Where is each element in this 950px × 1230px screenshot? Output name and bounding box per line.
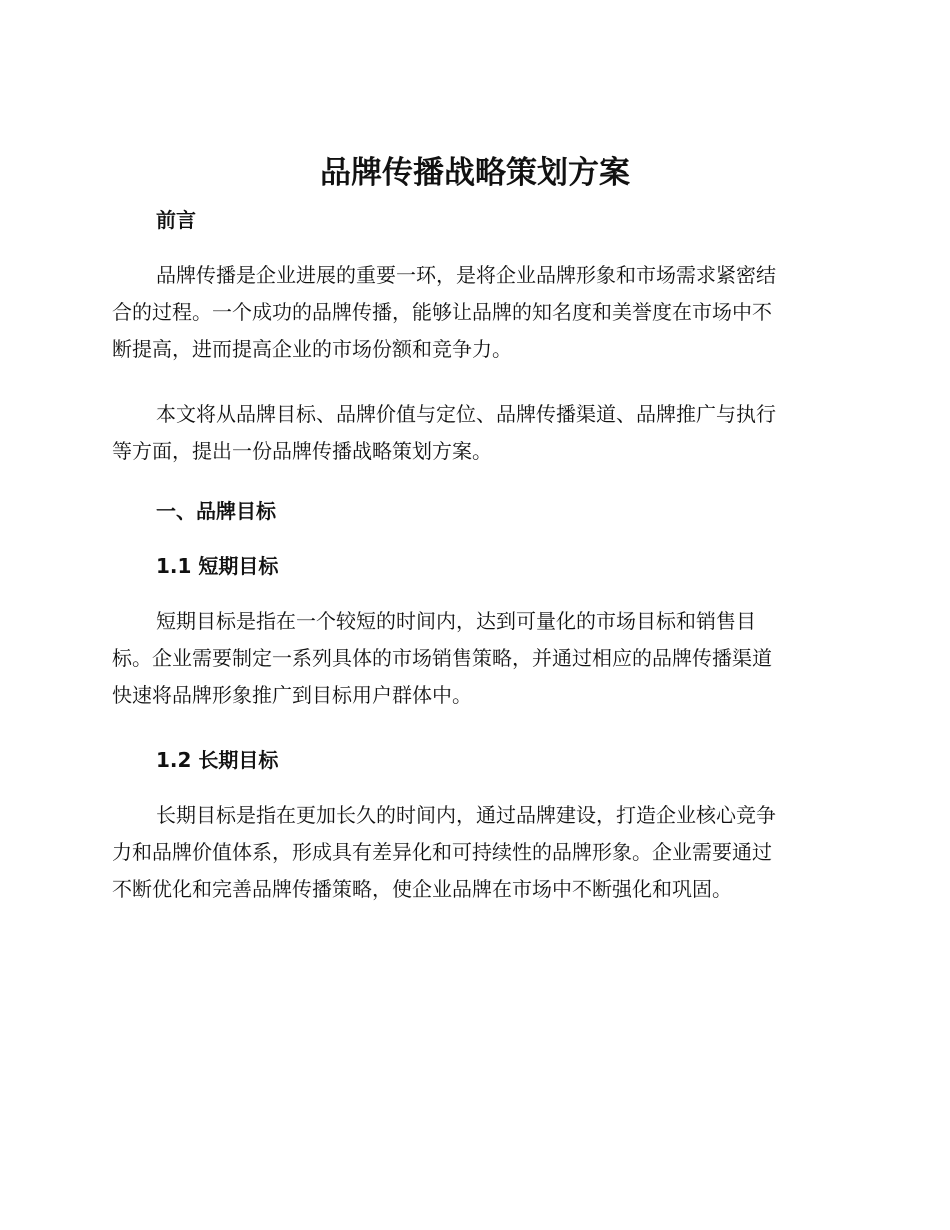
paragraph-line: 断提高，进而提高企业的市场份额和竞争力。 <box>112 337 512 361</box>
subsection-1-1-heading: 1.1 短期目标 <box>156 554 279 578</box>
preface-heading: 前言 <box>156 208 196 232</box>
section-1-heading: 一、品牌目标 <box>156 499 276 523</box>
preface-paragraph-1 <box>112 257 832 368</box>
paragraph-line: 快速将品牌形象推广到目标用户群体中。 <box>112 683 472 707</box>
paragraph-line: 标。企业需要制定一系列具体的市场销售策略，并通过相应的品牌传播渠道 <box>112 646 772 670</box>
subsection-1-1-paragraph <box>112 603 832 714</box>
paragraph-line: 力和品牌价值体系，形成具有差异化和可持续性的品牌形象。企业需要通过 <box>112 840 772 864</box>
paragraph-line: 不断优化和完善品牌传播策略，使企业品牌在市场中不断强化和巩固。 <box>112 877 732 901</box>
paragraph-line: 短期目标是指在一个较短的时间内，达到可量化的市场目标和销售目 <box>156 609 756 633</box>
paragraph-line: 本文将从品牌目标、品牌价值与定位、品牌传播渠道、品牌推广与执行 <box>156 402 776 426</box>
subsection-1-2-heading: 1.2 长期目标 <box>156 748 279 772</box>
paragraph-line: 品牌传播是企业进展的重要一环，是将企业品牌形象和市场需求紧密结 <box>156 263 776 287</box>
paragraph-line: 合的过程。一个成功的品牌传播，能够让品牌的知名度和美誉度在市场中不 <box>112 300 772 324</box>
paragraph-line: 长期目标是指在更加长久的时间内，通过品牌建设，打造企业核心竞争 <box>156 803 776 827</box>
document-title: 品牌传播战略策划方案 <box>320 155 630 191</box>
subsection-1-2-paragraph <box>112 797 832 908</box>
preface-paragraph-2 <box>112 396 832 470</box>
paragraph-line: 等方面，提出一份品牌传播战略策划方案。 <box>112 439 492 463</box>
